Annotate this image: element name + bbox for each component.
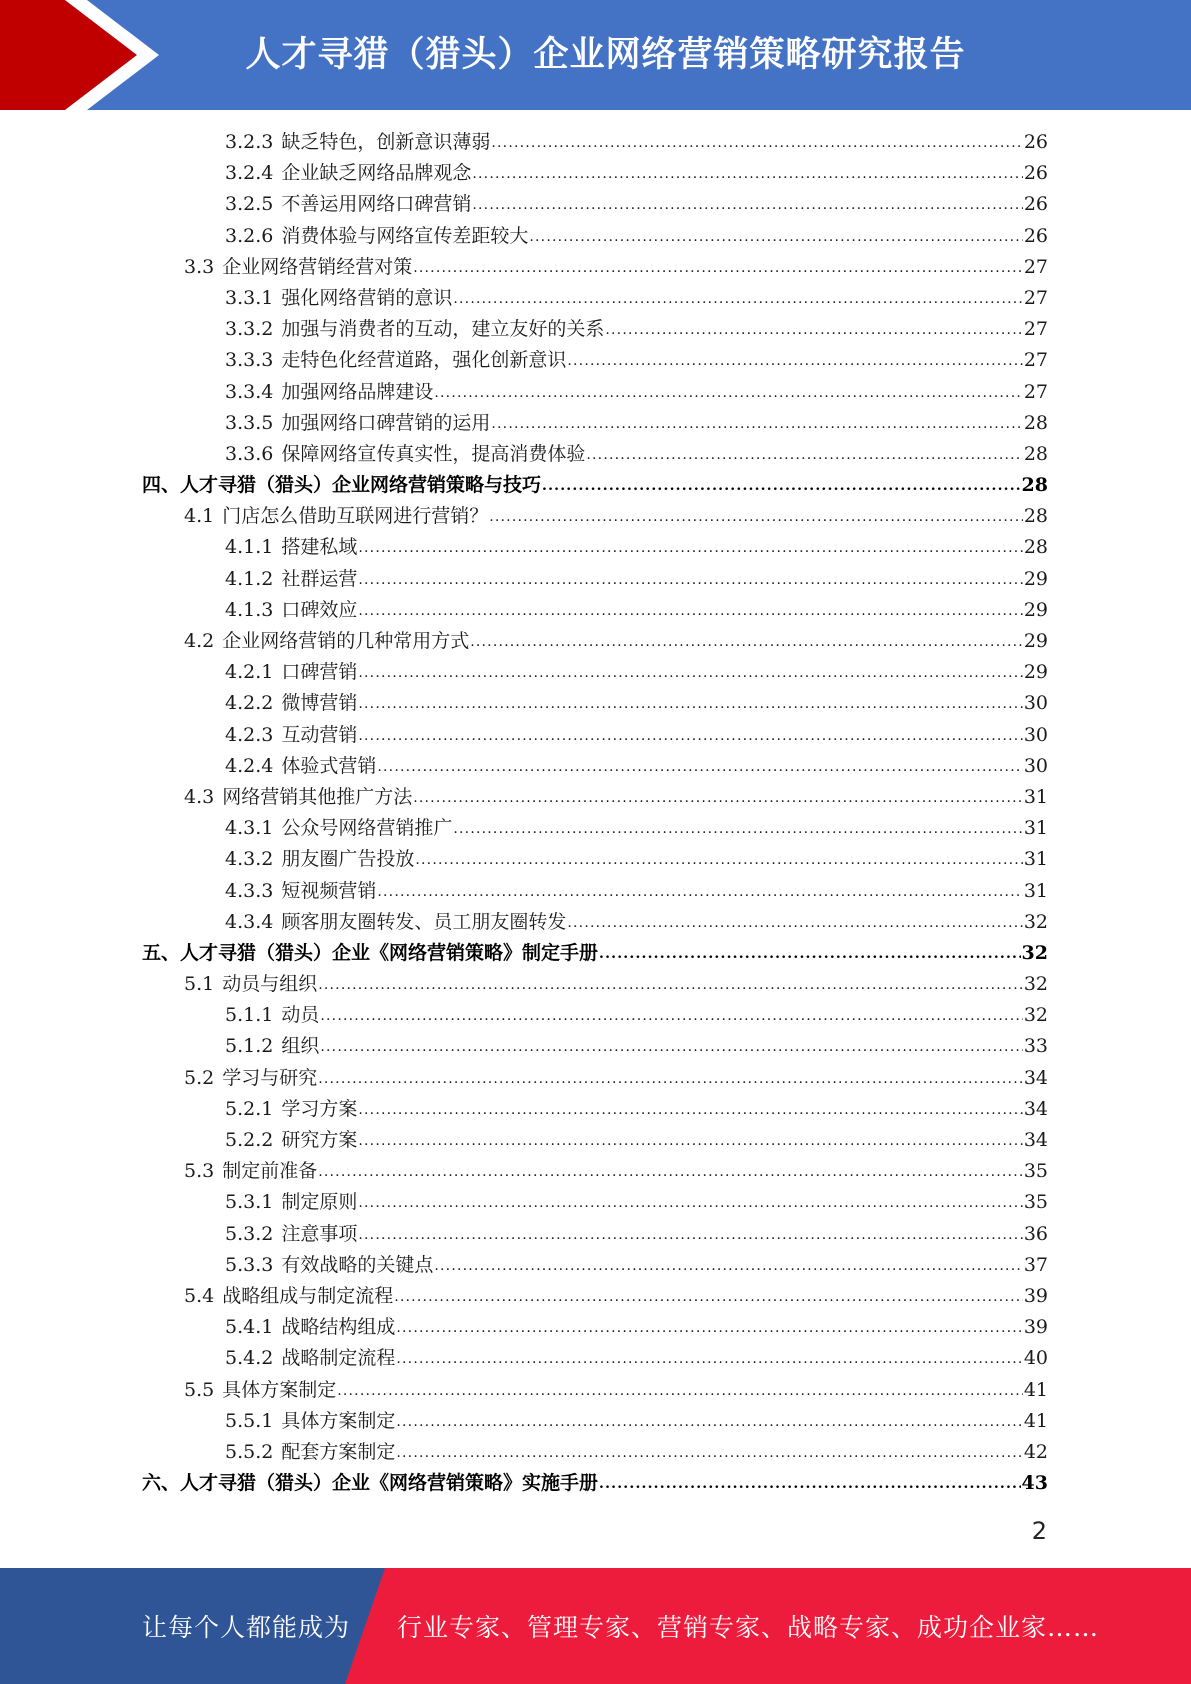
toc-entry-number: 4.3.3 xyxy=(225,879,274,902)
toc-entry-title: 研究方案 xyxy=(281,1129,358,1151)
toc-dot-leader xyxy=(358,1188,1022,1219)
toc-entry-number: 5.5.1 xyxy=(225,1409,274,1432)
toc-entry-title: 朋友圈广告投放 xyxy=(281,848,415,871)
toc-entry-number: 4.1.3 xyxy=(225,598,274,621)
toc-entry-number: 5.4 xyxy=(184,1284,215,1307)
toc-entry-page: 32 xyxy=(1023,910,1048,933)
toc-entry[interactable] xyxy=(142,1343,1048,1374)
toc-entry-label xyxy=(225,1031,319,1062)
toc-entry-label xyxy=(184,969,317,1000)
toc-entry[interactable] xyxy=(142,595,1048,626)
toc-entry-label xyxy=(225,844,414,875)
footer-banner xyxy=(0,1568,1191,1684)
toc-entry[interactable] xyxy=(142,252,1048,283)
toc-entry-page: 31 xyxy=(1023,848,1048,871)
toc-entry[interactable] xyxy=(142,127,1048,158)
toc-entry-label xyxy=(225,688,357,719)
toc-entry-label xyxy=(225,720,357,751)
toc-entry-label xyxy=(142,938,598,969)
toc-entry-page: 26 xyxy=(1023,193,1048,216)
toc-dot-leader xyxy=(491,409,1022,440)
toc-entry-title: 四、人才寻猎（猎头）企业网络营销策略与技巧 xyxy=(142,474,542,497)
toc-dot-leader xyxy=(358,689,1022,720)
toc-entry-title: 加强与消费者的互动，建立友好的关系 xyxy=(281,318,605,341)
toc-entry[interactable] xyxy=(142,1063,1048,1094)
toc-entry-page: 30 xyxy=(1023,754,1048,777)
toc-entry[interactable] xyxy=(142,501,1048,532)
toc-dot-leader xyxy=(318,1157,1023,1188)
toc-entry-page: 34 xyxy=(1023,1129,1048,1151)
toc-entry-page: 31 xyxy=(1023,817,1048,840)
toc-entry-title: 消费体验与网络宣传差距较大 xyxy=(281,224,529,247)
toc-entry-label xyxy=(225,127,490,158)
toc-entry-title: 短视频营销 xyxy=(281,879,377,902)
toc-entry[interactable] xyxy=(142,345,1048,376)
toc-entry-label xyxy=(225,1437,395,1468)
table-of-contents xyxy=(142,127,1048,1499)
toc-entry-number: 5.1 xyxy=(184,973,215,996)
toc-entry-title: 企业网络营销的几种常用方式 xyxy=(222,630,470,652)
toc-entry-label xyxy=(184,1281,393,1312)
toc-entry-title: 组织 xyxy=(281,1035,320,1058)
toc-entry-page: 31 xyxy=(1023,879,1048,902)
toc-entry-page: 27 xyxy=(1023,318,1048,341)
toc-entry-label xyxy=(225,1000,319,1031)
toc-entry-page: 37 xyxy=(1023,1253,1048,1276)
toc-entry-label xyxy=(225,408,490,439)
toc-entry[interactable] xyxy=(142,1000,1048,1031)
toc-entry-title: 战略制定流程 xyxy=(281,1347,396,1370)
toc-entry-title: 加强网络口碑营销的运用 xyxy=(281,411,491,434)
toc-entry[interactable] xyxy=(142,439,1048,470)
toc-entry-number: 4.1 xyxy=(184,505,215,528)
toc-entry-page: 28 xyxy=(1021,474,1048,497)
toc-dot-leader xyxy=(396,1344,1022,1375)
toc-entry-number: 5.1.2 xyxy=(225,1035,274,1058)
toc-entry-title: 五、人才寻猎（猎头）企业《网络营销策略》制定手册 xyxy=(142,941,599,964)
toc-entry-title: 学习与研究 xyxy=(222,1066,318,1089)
toc-entry-label xyxy=(225,314,604,345)
toc-entry-title: 公众号网络营销推广 xyxy=(281,817,453,840)
toc-entry-page: 28 xyxy=(1023,536,1048,559)
toc-entry-page: 28 xyxy=(1023,505,1048,528)
toc-entry[interactable] xyxy=(142,564,1048,595)
toc-dot-leader xyxy=(586,440,1022,471)
toc-entry-title: 顾客朋友圈转发、员工朋友圈转发 xyxy=(281,910,567,933)
toc-entry[interactable] xyxy=(142,408,1048,439)
toc-dot-leader xyxy=(337,1376,1023,1407)
toc-entry-title: 走特色化经营道路，强化创新意识 xyxy=(281,349,567,372)
toc-entry[interactable] xyxy=(142,1156,1048,1187)
toc-entry-label xyxy=(184,626,469,657)
toc-entry-label xyxy=(225,377,433,408)
toc-entry[interactable] xyxy=(142,532,1048,563)
toc-entry[interactable] xyxy=(142,1094,1048,1125)
toc-entry-label xyxy=(225,813,452,844)
footer-slogan-left: 让每个人都能成为 xyxy=(142,1613,351,1642)
toc-dot-leader xyxy=(567,908,1022,939)
toc-entry-label xyxy=(225,1343,395,1374)
toc-entry-title: 强化网络营销的意识 xyxy=(281,286,453,309)
toc-entry-number: 3.3.5 xyxy=(225,411,274,434)
toc-entry-page: 32 xyxy=(1021,941,1048,964)
toc-entry-page: 36 xyxy=(1023,1222,1048,1245)
toc-entry[interactable] xyxy=(142,221,1048,252)
toc-entry-title: 有效战略的关键点 xyxy=(281,1253,434,1276)
toc-entry-number: 5.2.1 xyxy=(225,1097,274,1120)
toc-entry-number: 4.3 xyxy=(184,785,215,808)
toc-dot-leader xyxy=(567,346,1022,377)
toc-entry-title: 体验式营销 xyxy=(281,754,377,777)
toc-entry[interactable] xyxy=(142,657,1048,688)
toc-entry[interactable] xyxy=(142,938,1048,969)
toc-entry[interactable] xyxy=(142,876,1048,907)
toc-entry-label xyxy=(225,283,452,314)
toc-dot-leader xyxy=(599,1469,1021,1500)
toc-entry-number: 5.2.2 xyxy=(225,1129,274,1151)
toc-entry-number: 5.3 xyxy=(184,1160,215,1183)
toc-entry-label xyxy=(142,1468,598,1499)
toc-entry-title: 搭建私域 xyxy=(281,536,358,559)
toc-entry-label xyxy=(225,1312,395,1343)
toc-entry[interactable] xyxy=(142,158,1048,189)
toc-dot-leader xyxy=(358,1126,1022,1157)
footer-slogan-right: 行业专家、管理专家、营销专家、战略专家、成功企业家…… xyxy=(397,1613,1100,1642)
toc-entry-page: 30 xyxy=(1023,723,1048,746)
toc-entry[interactable] xyxy=(142,688,1048,719)
toc-dot-leader xyxy=(396,1407,1022,1438)
toc-entry-number: 3.3.6 xyxy=(225,442,274,465)
toc-dot-leader xyxy=(358,1220,1022,1251)
toc-entry-title: 网络营销其他推广方法 xyxy=(222,785,413,808)
toc-entry-label xyxy=(184,1156,317,1187)
toc-entry-number: 3.3.4 xyxy=(225,380,274,403)
toc-entry-number: 4.2.4 xyxy=(225,754,274,777)
toc-entry-page: 39 xyxy=(1023,1284,1048,1307)
toc-entry-page: 27 xyxy=(1023,380,1048,403)
toc-entry-title: 微博营销 xyxy=(281,692,358,715)
toc-entry-page: 32 xyxy=(1023,1004,1048,1027)
toc-entry-page: 41 xyxy=(1023,1409,1048,1432)
toc-entry-page: 30 xyxy=(1023,692,1048,715)
toc-entry-page: 28 xyxy=(1023,442,1048,465)
toc-dot-leader xyxy=(318,970,1023,1001)
toc-entry-title: 学习方案 xyxy=(281,1097,358,1120)
toc-entry[interactable] xyxy=(142,314,1048,345)
toc-entry-label xyxy=(184,782,412,813)
toc-entry-number: 3.3.1 xyxy=(225,286,274,309)
toc-entry[interactable] xyxy=(142,1281,1048,1312)
toc-entry-title: 战略组成与制定流程 xyxy=(222,1284,394,1307)
toc-entry[interactable] xyxy=(142,626,1048,657)
toc-dot-leader xyxy=(358,596,1022,627)
toc-entry-page: 32 xyxy=(1023,973,1048,996)
toc-entry-label xyxy=(184,1375,336,1406)
toc-entry-label xyxy=(225,751,376,782)
toc-entry-number: 4.3.4 xyxy=(225,910,274,933)
toc-entry-label xyxy=(225,1219,357,1250)
toc-entry-number: 5.4.1 xyxy=(225,1316,274,1339)
toc-entry-label xyxy=(225,345,566,376)
toc-entry-number: 5.4.2 xyxy=(225,1347,274,1370)
toc-entry-page: 40 xyxy=(1023,1347,1048,1370)
toc-entry[interactable] xyxy=(142,1031,1048,1062)
toc-dot-leader xyxy=(542,471,1021,502)
toc-entry-page: 27 xyxy=(1023,286,1048,309)
toc-entry-number: 5.3.1 xyxy=(225,1191,274,1214)
toc-entry-title: 不善运用网络口碑营销 xyxy=(281,193,472,216)
toc-dot-leader xyxy=(453,284,1022,315)
toc-entry[interactable] xyxy=(142,969,1048,1000)
toc-entry-title: 口碑营销 xyxy=(281,661,358,684)
toc-entry-number: 3.3 xyxy=(184,255,215,278)
toc-entry-label xyxy=(225,595,357,626)
toc-entry[interactable] xyxy=(142,1468,1048,1499)
toc-dot-leader xyxy=(472,190,1022,221)
toc-entry-label xyxy=(225,876,376,907)
toc-dot-leader xyxy=(394,1282,1023,1313)
toc-entry-title: 制定前准备 xyxy=(222,1160,318,1183)
toc-entry-label xyxy=(142,470,541,501)
toc-entry-label xyxy=(225,439,585,470)
toc-dot-leader xyxy=(415,845,1022,876)
toc-entry-label xyxy=(225,1406,395,1437)
toc-dot-leader xyxy=(605,315,1022,346)
toc-entry-title: 门店怎么借助互联网进行营销？ xyxy=(222,505,489,528)
toc-entry-page: 26 xyxy=(1023,131,1048,153)
toc-entry-number: 4.2.2 xyxy=(225,692,274,715)
toc-dot-leader xyxy=(358,721,1022,752)
toc-entry-number: 3.2.5 xyxy=(225,193,274,216)
toc-entry[interactable] xyxy=(142,1187,1048,1218)
toc-entry-page: 27 xyxy=(1023,349,1048,372)
toc-entry[interactable] xyxy=(142,283,1048,314)
toc-entry-label xyxy=(225,1094,357,1125)
toc-entry[interactable] xyxy=(142,751,1048,782)
toc-dot-leader xyxy=(358,565,1022,596)
toc-entry[interactable] xyxy=(142,1312,1048,1343)
toc-entry-title: 具体方案制定 xyxy=(222,1378,337,1401)
page-number: 2 xyxy=(1031,1517,1047,1545)
toc-entry-page: 31 xyxy=(1023,785,1048,808)
toc-entry-label xyxy=(225,532,357,563)
toc-dot-leader xyxy=(491,128,1022,159)
toc-entry-page: 42 xyxy=(1023,1440,1048,1463)
toc-entry-number: 3.3.3 xyxy=(225,349,274,372)
toc-entry[interactable] xyxy=(142,813,1048,844)
toc-entry-label xyxy=(225,189,471,220)
toc-entry-number: 3.3.2 xyxy=(225,318,274,341)
toc-entry-page: 35 xyxy=(1023,1191,1048,1214)
toc-entry-title: 互动营销 xyxy=(281,723,358,746)
toc-dot-leader xyxy=(434,378,1022,409)
toc-dot-leader xyxy=(358,1095,1022,1126)
toc-entry-number: 3.2.6 xyxy=(225,224,274,247)
toc-entry-title: 配套方案制定 xyxy=(281,1440,396,1463)
toc-entry-number: 5.3.2 xyxy=(225,1222,274,1245)
toc-entry-number: 5.1.1 xyxy=(225,1004,274,1027)
toc-entry[interactable] xyxy=(142,907,1048,938)
toc-entry-label xyxy=(225,564,357,595)
toc-dot-leader xyxy=(377,752,1022,783)
toc-dot-leader xyxy=(320,1032,1022,1063)
toc-entry-label xyxy=(184,501,488,532)
toc-dot-leader xyxy=(472,159,1022,190)
toc-dot-leader xyxy=(453,814,1022,845)
toc-dot-leader xyxy=(470,627,1023,658)
toc-entry-label xyxy=(225,158,471,189)
toc-entry[interactable] xyxy=(142,844,1048,875)
toc-dot-leader xyxy=(396,1313,1022,1344)
toc-entry-number: 4.3.1 xyxy=(225,817,274,840)
toc-entry[interactable] xyxy=(142,1219,1048,1250)
toc-entry-number: 4.3.2 xyxy=(225,848,274,871)
toc-dot-leader xyxy=(358,533,1022,564)
toc-entry-page: 35 xyxy=(1023,1160,1048,1183)
toc-entry-label xyxy=(225,1187,357,1218)
toc-dot-leader xyxy=(396,1438,1022,1469)
toc-entry-label xyxy=(225,221,528,252)
toc-entry[interactable] xyxy=(142,782,1048,813)
toc-dot-leader xyxy=(413,783,1023,814)
toc-entry-title: 六、人才寻猎（猎头）企业《网络营销策略》实施手册 xyxy=(142,1472,599,1495)
toc-dot-leader xyxy=(599,939,1021,970)
toc-entry-title: 缺乏特色，创新意识薄弱 xyxy=(281,131,491,153)
toc-entry-page: 28 xyxy=(1023,411,1048,434)
toc-entry-label xyxy=(184,1063,317,1094)
toc-entry-title: 动员与组织 xyxy=(222,973,318,996)
toc-entry-number: 4.2.1 xyxy=(225,661,274,684)
toc-entry[interactable] xyxy=(142,377,1048,408)
toc-entry-title: 制定原则 xyxy=(281,1191,358,1214)
toc-entry-number: 5.5 xyxy=(184,1378,215,1401)
toc-dot-leader xyxy=(358,658,1022,689)
toc-dot-leader xyxy=(434,1251,1022,1282)
toc-entry-page: 39 xyxy=(1023,1316,1048,1339)
toc-entry-page: 34 xyxy=(1023,1097,1048,1120)
toc-entry[interactable] xyxy=(142,1125,1048,1156)
toc-entry-number: 4.1.1 xyxy=(225,536,274,559)
toc-entry-number: 4.1.2 xyxy=(225,567,274,590)
toc-entry[interactable] xyxy=(142,1375,1048,1406)
toc-entry-title: 注意事项 xyxy=(281,1222,358,1245)
toc-entry-label xyxy=(225,657,357,688)
toc-entry-title: 加强网络品牌建设 xyxy=(281,380,434,403)
toc-entry-page: 29 xyxy=(1023,598,1048,621)
toc-entry-label xyxy=(184,252,412,283)
toc-entry-number: 4.2.3 xyxy=(225,723,274,746)
toc-entry[interactable] xyxy=(142,720,1048,751)
toc-entry-label xyxy=(225,1125,357,1156)
toc-entry[interactable] xyxy=(142,1437,1048,1468)
toc-entry-title: 战略结构组成 xyxy=(281,1316,396,1339)
toc-entry-number: 4.2 xyxy=(184,630,215,652)
toc-dot-leader xyxy=(413,253,1023,284)
toc-dot-leader xyxy=(489,502,1023,533)
toc-entry[interactable] xyxy=(142,1250,1048,1281)
toc-entry-title: 口碑效应 xyxy=(281,598,358,621)
toc-entry-title: 企业网络营销经营对策 xyxy=(222,255,413,278)
toc-entry-page: 29 xyxy=(1023,661,1048,684)
toc-entry-page: 29 xyxy=(1023,567,1048,590)
toc-entry-number: 5.3.3 xyxy=(225,1253,274,1276)
toc-dot-leader xyxy=(377,877,1022,908)
header-banner xyxy=(0,0,1191,110)
toc-entry-title: 社群运营 xyxy=(281,567,358,590)
toc-entry-page: 43 xyxy=(1021,1472,1048,1495)
toc-entry[interactable] xyxy=(142,470,1048,501)
toc-entry-number: 5.5.2 xyxy=(225,1440,274,1463)
toc-entry-number: 3.2.3 xyxy=(225,131,274,153)
toc-entry-page: 34 xyxy=(1023,1066,1048,1089)
toc-entry-title: 企业缺乏网络品牌观念 xyxy=(281,162,472,185)
toc-entry-page: 33 xyxy=(1023,1035,1048,1058)
toc-entry[interactable] xyxy=(142,189,1048,220)
toc-entry-number: 5.2 xyxy=(184,1066,215,1089)
toc-entry-label xyxy=(225,907,566,938)
toc-dot-leader xyxy=(529,222,1022,253)
toc-dot-leader xyxy=(318,1064,1023,1095)
toc-entry-title: 具体方案制定 xyxy=(281,1409,396,1432)
toc-entry-page: 26 xyxy=(1023,224,1048,247)
toc-entry-page: 41 xyxy=(1023,1378,1048,1401)
toc-entry-page: 26 xyxy=(1023,162,1048,185)
toc-entry-page: 29 xyxy=(1023,630,1048,652)
toc-entry-number: 3.2.4 xyxy=(225,162,274,185)
toc-entry-label xyxy=(225,1250,433,1281)
toc-entry-page: 27 xyxy=(1023,255,1048,278)
document-title: 人才寻猎（猎头）企业网络营销策略研究报告 xyxy=(245,35,966,75)
toc-entry[interactable] xyxy=(142,1406,1048,1437)
toc-dot-leader xyxy=(320,1001,1022,1032)
toc-entry-title: 动员 xyxy=(281,1004,320,1027)
toc-entry-title: 保障网络宣传真实性，提高消费体验 xyxy=(281,442,586,465)
